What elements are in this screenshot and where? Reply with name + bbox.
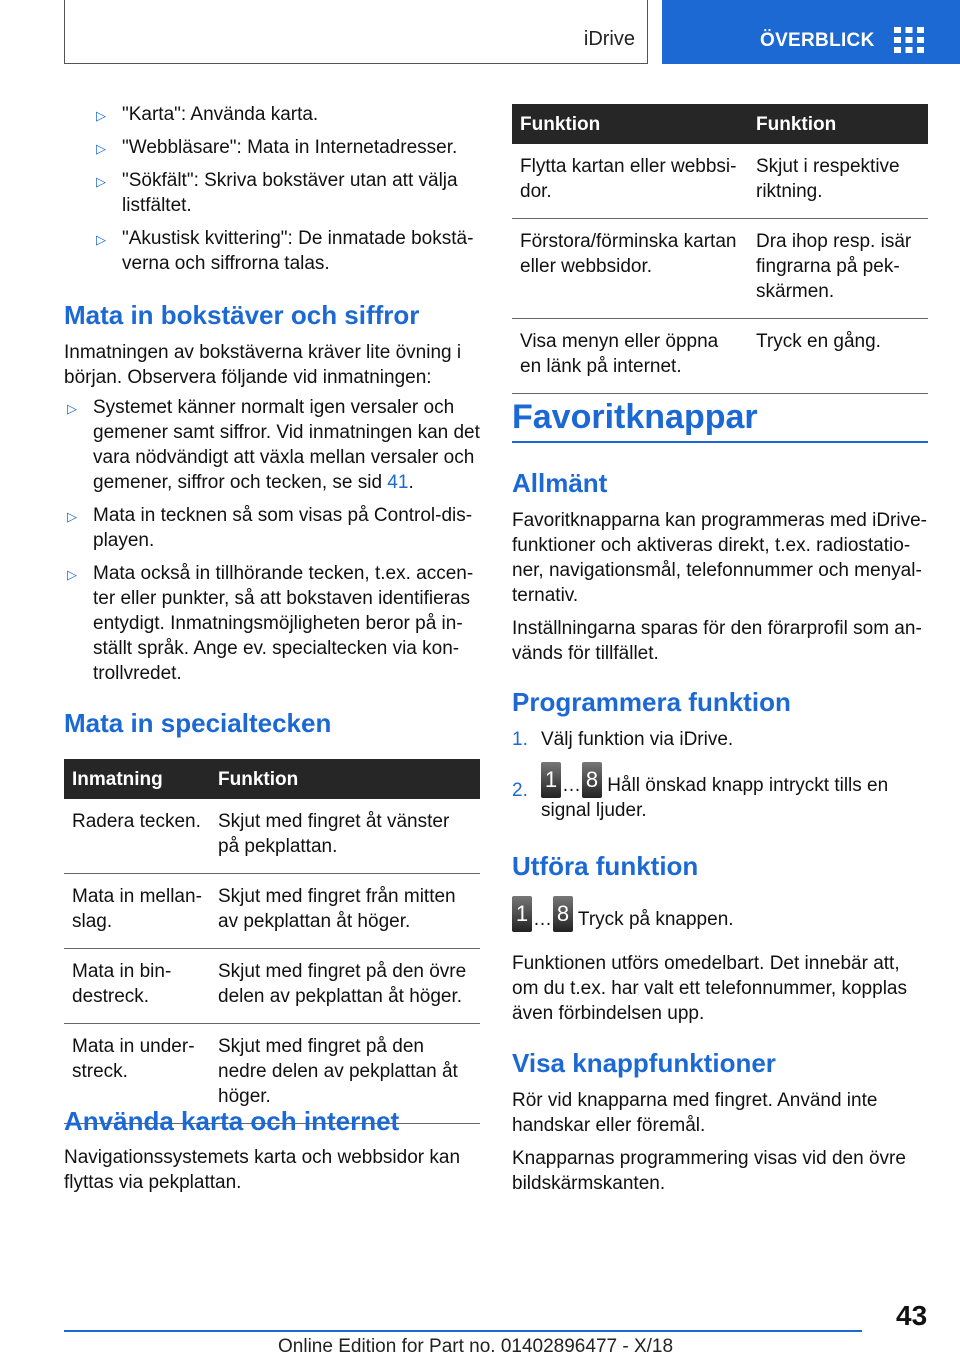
list-item: ▷ "Karta": Använda karta. xyxy=(64,102,480,127)
table-row xyxy=(64,949,480,1024)
table-cell: Skjut i respektive riktning. xyxy=(748,144,928,219)
favorite-key-8-icon: 8 xyxy=(582,762,602,798)
paragraph-execute-press: 1 … 8 Tryck på knappen. xyxy=(512,896,928,932)
heading-show: Visa knappfunktioner xyxy=(512,1048,776,1078)
header-section-title: iDrive xyxy=(583,28,635,50)
bullet-triangle-icon: ▷ xyxy=(96,141,106,156)
list-item: ▷ "Akustisk kvittering": De inmatade bokstäverna och siffrorna talas. xyxy=(96,228,474,274)
footer-edition: Online Edition for Part no. 01402896477 - X/18 xyxy=(278,1336,674,1357)
list-item: ▷ "Sökfält": Skriva bokstäver utan att välja listfältet. xyxy=(96,170,458,216)
grid-icon xyxy=(894,27,924,53)
intro-bullet-list xyxy=(64,102,480,284)
ellipsis: … xyxy=(562,775,581,796)
paragraph-execute: Funktionen utförs omedelbart. Det innebär att, om du t.ex. har valt ett telefonnummer, kopplas även förbindelsen upp. xyxy=(512,953,907,1024)
table-header: Inmatning xyxy=(64,759,210,799)
table-row xyxy=(64,874,480,949)
letters-bullet-list xyxy=(64,395,480,694)
chapter-title: Favoritknappar xyxy=(512,398,758,436)
header-section-box xyxy=(64,0,648,64)
table-header: Funktion xyxy=(210,759,480,799)
heading-map-internet: Använda karta och internet xyxy=(64,1106,400,1136)
paragraph-show-1: Rör vid knapparna med fingret. Använd inte handskar eller föremål. xyxy=(512,1090,878,1136)
table-cell: Dra ihop resp. isär fingrarna på pekskärmen. xyxy=(748,219,928,319)
table-row xyxy=(512,219,928,319)
table-cell: Mata in understreck. xyxy=(64,1024,210,1124)
paragraph-letters: Inmatningen av bokstäverna kräver lite övning i början. Observera följande vid inmatningen: xyxy=(64,342,462,388)
bullet-triangle-icon: ▷ xyxy=(96,232,106,247)
bullet-triangle-icon: ▷ xyxy=(67,567,77,582)
list-item: ▷ Mata in tecknen så som visas på Control-displayen. xyxy=(67,505,473,551)
table-row xyxy=(64,799,480,874)
page-number: 43 xyxy=(896,1300,928,1331)
table-cell: Skjut med fingret från mitten av pekplattan åt höger. xyxy=(210,874,480,949)
table-row xyxy=(512,319,928,394)
list-item: ▷ "Webbläsare": Mata in Internetadresser. xyxy=(64,135,480,160)
paragraph-general-2: Inställningarna sparas för den förarprofil som används för tillfället. xyxy=(512,618,922,664)
ellipsis: … xyxy=(533,909,552,930)
table-header: Funktion xyxy=(512,104,748,144)
favorite-key-1-icon: 1 xyxy=(512,896,532,932)
heading-special: Mata in specialtecken xyxy=(64,708,332,738)
chapter-title-rule xyxy=(512,441,928,443)
step-text-with-keys: 1 … 8 Håll önskad knapp intryckt tills en signal ljuder. xyxy=(541,762,928,823)
step-number: 1. xyxy=(512,729,528,750)
bullet-triangle-icon: ▷ xyxy=(96,174,106,189)
step-number: 2. xyxy=(512,780,528,801)
table-cell: Förstora/förminska kartan eller webbsidor. xyxy=(512,219,748,319)
table-cell: Skjut med fingret på den nedre delen av pekplattan åt höger. xyxy=(210,1024,480,1124)
list-item: ▷ Systemet känner normalt igen versaler och gemener samt siffror. Vid inmatningen kan det vara nödvändigt att växla mellan versaler och gemener, siffror och tecken, se sid 41. xyxy=(67,397,480,493)
favorite-key-8-icon: 8 xyxy=(553,896,573,932)
table-row xyxy=(512,144,928,219)
paragraph-show-2: Knapparnas programmering visas vid den övre bildskärmskanten. xyxy=(512,1148,906,1194)
paragraph-general-1: Favoritknapparna kan programmeras med iDrive-funktioner och aktiveras direkt, t.ex. radiostationer, navigationsmål, telefonnummer och menyalternativ. xyxy=(512,510,927,606)
table-cell: Flytta kartan eller webbsidor. xyxy=(512,144,748,219)
table-cell: Visa menyn eller öppna en länk på internet. xyxy=(512,319,748,394)
map-function-table xyxy=(512,104,928,394)
heading-program: Programmera funktion xyxy=(512,687,791,717)
special-characters-table xyxy=(64,759,480,1124)
step-text: Välj funktion via iDrive. xyxy=(541,729,734,750)
bullet-triangle-icon: ▷ xyxy=(96,108,106,123)
overview-button[interactable] xyxy=(662,0,960,64)
bullet-triangle-icon: ▷ xyxy=(67,509,77,524)
heading-general: Allmänt xyxy=(512,468,608,498)
table-cell: Tryck en gång. xyxy=(748,319,928,394)
table-cell: Skjut med fingret åt vänster på pekplattan. xyxy=(210,799,480,874)
table-cell: Mata in mellanslag. xyxy=(64,874,210,949)
heading-letters: Mata in bokstäver och siffror xyxy=(64,300,420,330)
overview-label: ÖVERBLICK xyxy=(760,30,875,51)
table-cell: Mata in bindestreck. xyxy=(64,949,210,1024)
list-item: ▷ Mata också in tillhörande tecken, t.ex. accenter eller punkter, så att bokstaven identifieras entydigt. Inmatningsmöjligheten beror på inställt språk. Ange ev. specialtecken via kontrollvredet. xyxy=(67,563,474,684)
page-link[interactable]: 41 xyxy=(387,472,409,493)
table-header: Funktion xyxy=(748,104,928,144)
table-cell: Skjut med fingret på den övre delen av pekplattan åt höger. xyxy=(210,949,480,1024)
bullet-triangle-icon: ▷ xyxy=(67,401,77,416)
footer-rule xyxy=(64,1330,862,1332)
favorite-key-1-icon: 1 xyxy=(541,762,561,798)
heading-execute: Utföra funktion xyxy=(512,851,699,881)
paragraph-map-internet: Navigationssystemets karta och webbsidor kan flyttas via pekplattan. xyxy=(64,1147,461,1193)
table-cell: Radera tecken. xyxy=(64,799,210,874)
